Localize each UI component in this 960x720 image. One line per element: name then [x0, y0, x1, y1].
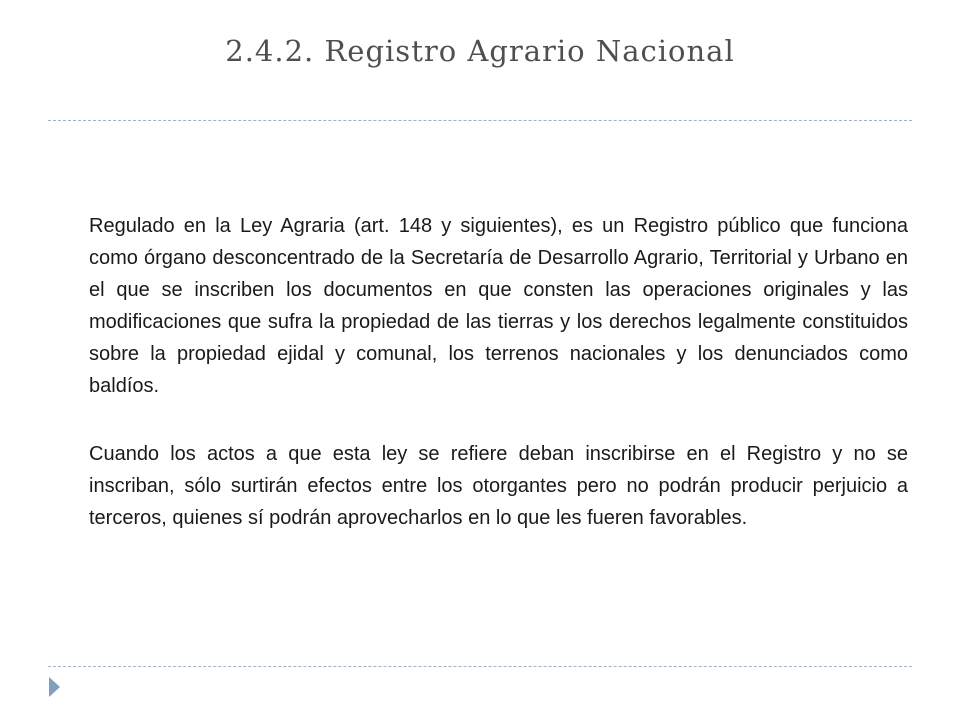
triangle-right-icon [49, 677, 60, 697]
top-divider [48, 120, 912, 121]
paragraph-2: Cuando los actos a que esta ley se refiere deban inscribirse en el Registro y no se inscriban, sólo surtirán efectos entre los otorgantes pero no podrán producir perjuicio a terceros, quienes sí podrán aprovecharlos en lo que les fueren favorables. [89, 443, 908, 529]
bottom-divider [48, 666, 912, 667]
paragraph-1: Regulado en la Ley Agraria (art. 148 y siguientes), es un Registro público que funciona como órgano desconcentrado de la Secretaría de Desarrollo Agrario, Territorial y Urbano en el que se inscriben los documentos en que consten las operaciones originales y las modificaciones que sufra la propiedad de las tierras y los derechos legalmente constituidos sobre la propiedad ejidal y comunal, los terrenos nacionales y los denunciados como baldíos. [89, 215, 908, 397]
slide-body [89, 210, 908, 534]
slide-title: 2.4.2. Registro Agrario Nacional [225, 34, 735, 68]
